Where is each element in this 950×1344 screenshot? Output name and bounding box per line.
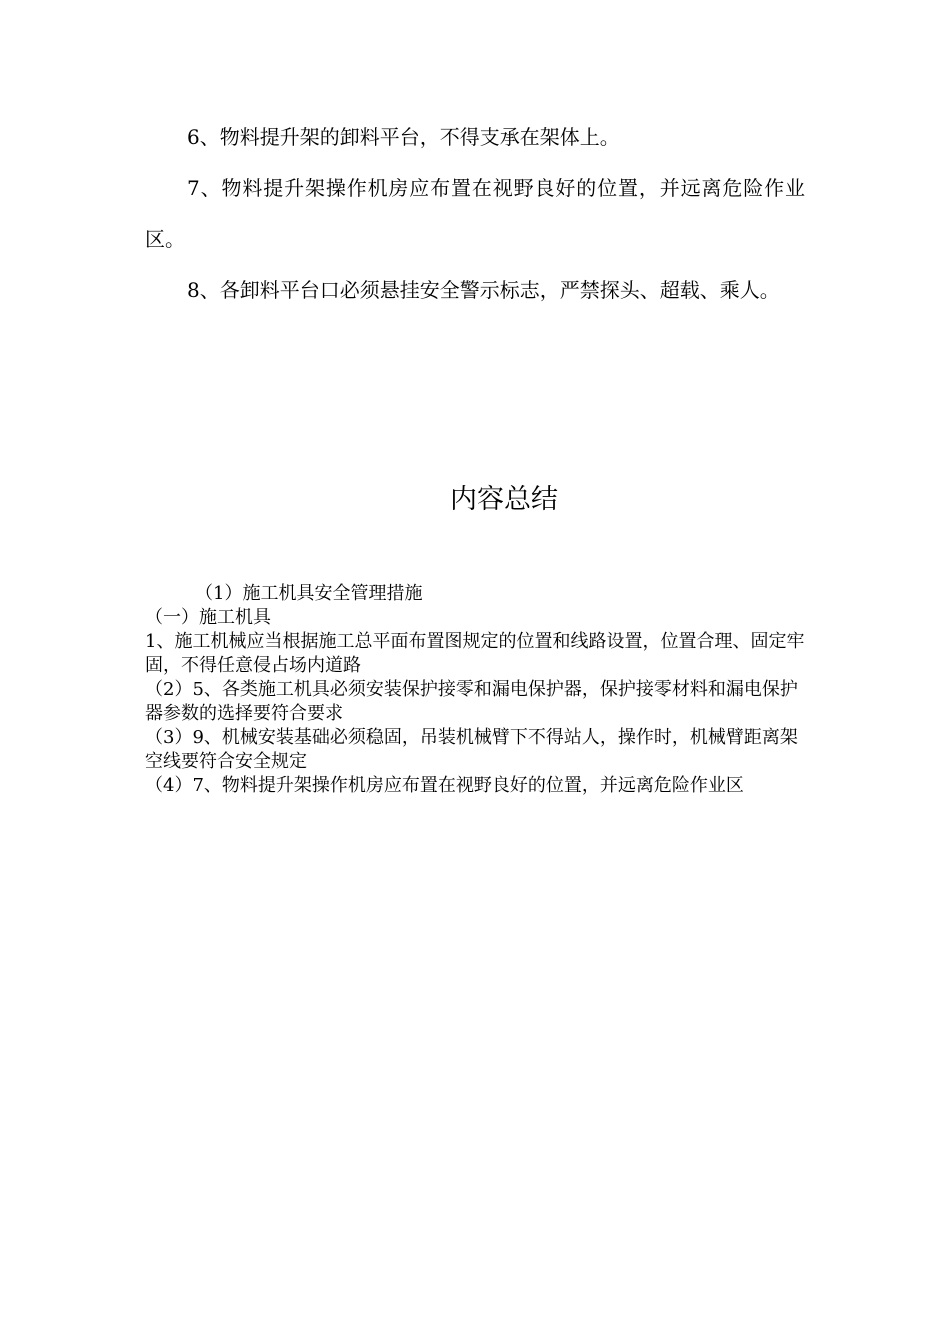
summary-line: （4）7、物料提升架操作机房应布置在视野良好的位置，并远离危险作业区 bbox=[145, 775, 744, 796]
paragraph-item-6: 6、物料提升架的卸料平台，不得支承在架体上。 bbox=[187, 125, 620, 149]
summary-title: 内容总结 bbox=[450, 484, 558, 515]
summary-line: 1、施工机械应当根据施工总平面布置图规定的位置和线路设置，位置合理、固定牢固，不得任意侵占场内道路 bbox=[145, 631, 805, 676]
summary-line: （2）5、各类施工机具必须安装保护接零和漏电保护器，保护接零材料和漏电保护器参数的选择要符合要求 bbox=[145, 679, 798, 724]
body-text-section bbox=[145, 112, 805, 316]
summary-section bbox=[145, 582, 805, 798]
summary-line: （一）施工机具 bbox=[145, 607, 271, 628]
paragraph-item-8: 8、各卸料平台口必须悬挂安全警示标志，严禁探头、超载、乘人。 bbox=[187, 278, 780, 302]
summary-line: （3）9、机械安装基础必须稳固，吊装机械臂下不得站人，操作时，机械臂距离架空线要符合安全规定 bbox=[145, 727, 798, 772]
paragraph-item-7: 7、物料提升架操作机房应布置在视野良好的位置，并远离危险作业区。 bbox=[145, 176, 805, 251]
summary-heading: （1）施工机具安全管理措施 bbox=[195, 583, 423, 604]
